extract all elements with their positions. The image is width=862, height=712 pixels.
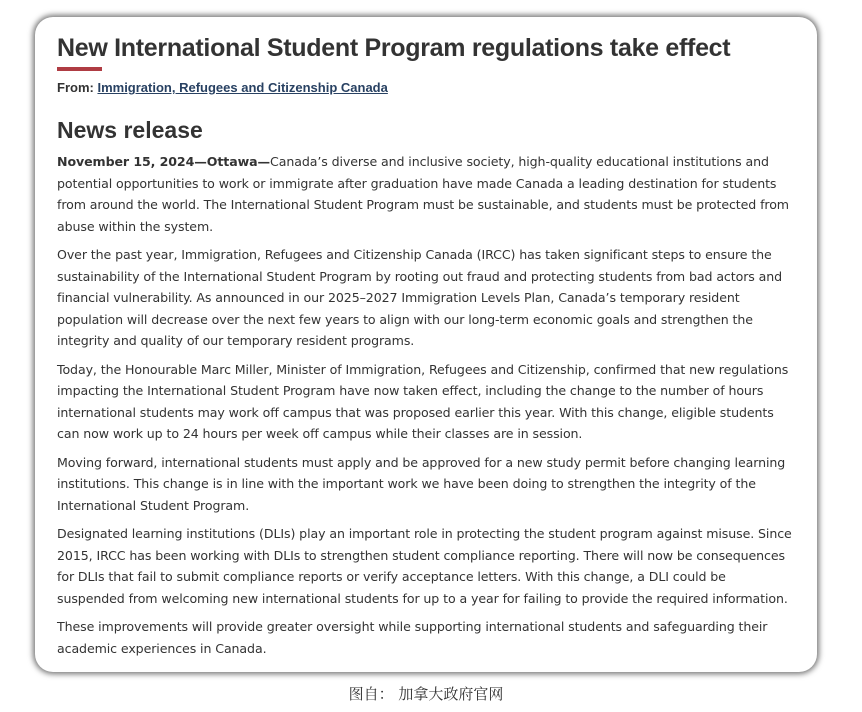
news-release-card <box>35 17 817 672</box>
paragraph-3: Today, the Honourable Marc Miller, Minister of Immigration, Refugees and Citizenship, confirmed that new regulations impacting the International Student Program have now taken effect, including the change to the number of hours international students may work off campus that was proposed earlier this year. With this change, eligible students can now work up to 24 hours per week off campus while their classes are in session. <box>57 361 789 441</box>
image-source-caption: 图自： 加拿大政府官网 <box>348 685 504 703</box>
dateline: November 15, 2024—Ottawa— <box>57 154 271 169</box>
paragraph-1 <box>57 151 797 237</box>
paragraph-6: These improvements will provide greater oversight while supporting international students and safeguarding their academic experiences in Canada. <box>57 619 768 656</box>
department-link[interactable]: Immigration, Refugees and Citizenship Canada <box>97 80 388 95</box>
from-line <box>57 79 797 96</box>
title-underline-accent <box>57 67 102 71</box>
page-title: New International Student Program regulations take effect <box>57 34 731 62</box>
paragraph-2: Over the past year, Immigration, Refugees and Citizenship Canada (IRCC) has taken significant steps to ensure the sustainability of the International Student Program by rooting out fraud and protecting students from bad actors and financial vulnerability. As announced in our 2025–2027 Immigration Levels Plan, Canada’s temporary resident population will decrease over the next few years to align with our long-term economic goals and strengthen the integrity and quality of our temporary resident programs. <box>57 247 783 348</box>
from-label: From: <box>57 80 94 95</box>
paragraph-1-text: Canada’s diverse and inclusive society, high-quality educational institutions and potential opportunities to work or immigrate after graduation have made Canada a leading destination for students from around the world. The International Student Program must be sustainable, and students must be protected from abuse within the system. <box>57 154 789 234</box>
paragraph-4: Moving forward, international students must apply and be approved for a new study permit before changing learning institutions. This change is in line with the important work we have been doing to strengthen the integrity of the International Student Program. <box>57 454 786 513</box>
section-title: News release <box>57 117 203 143</box>
paragraph-5: Designated learning institutions (DLIs) play an important role in protecting the student program against misuse. Since 2015, IRCC has been working with DLIs to strengthen student compliance reporting. There will now be consequences for DLIs that fail to submit compliance reports or verify acceptance letters. With this change, a DLI could be suspended from welcoming new international students for up to a year for failing to provide the required information. <box>57 526 792 606</box>
